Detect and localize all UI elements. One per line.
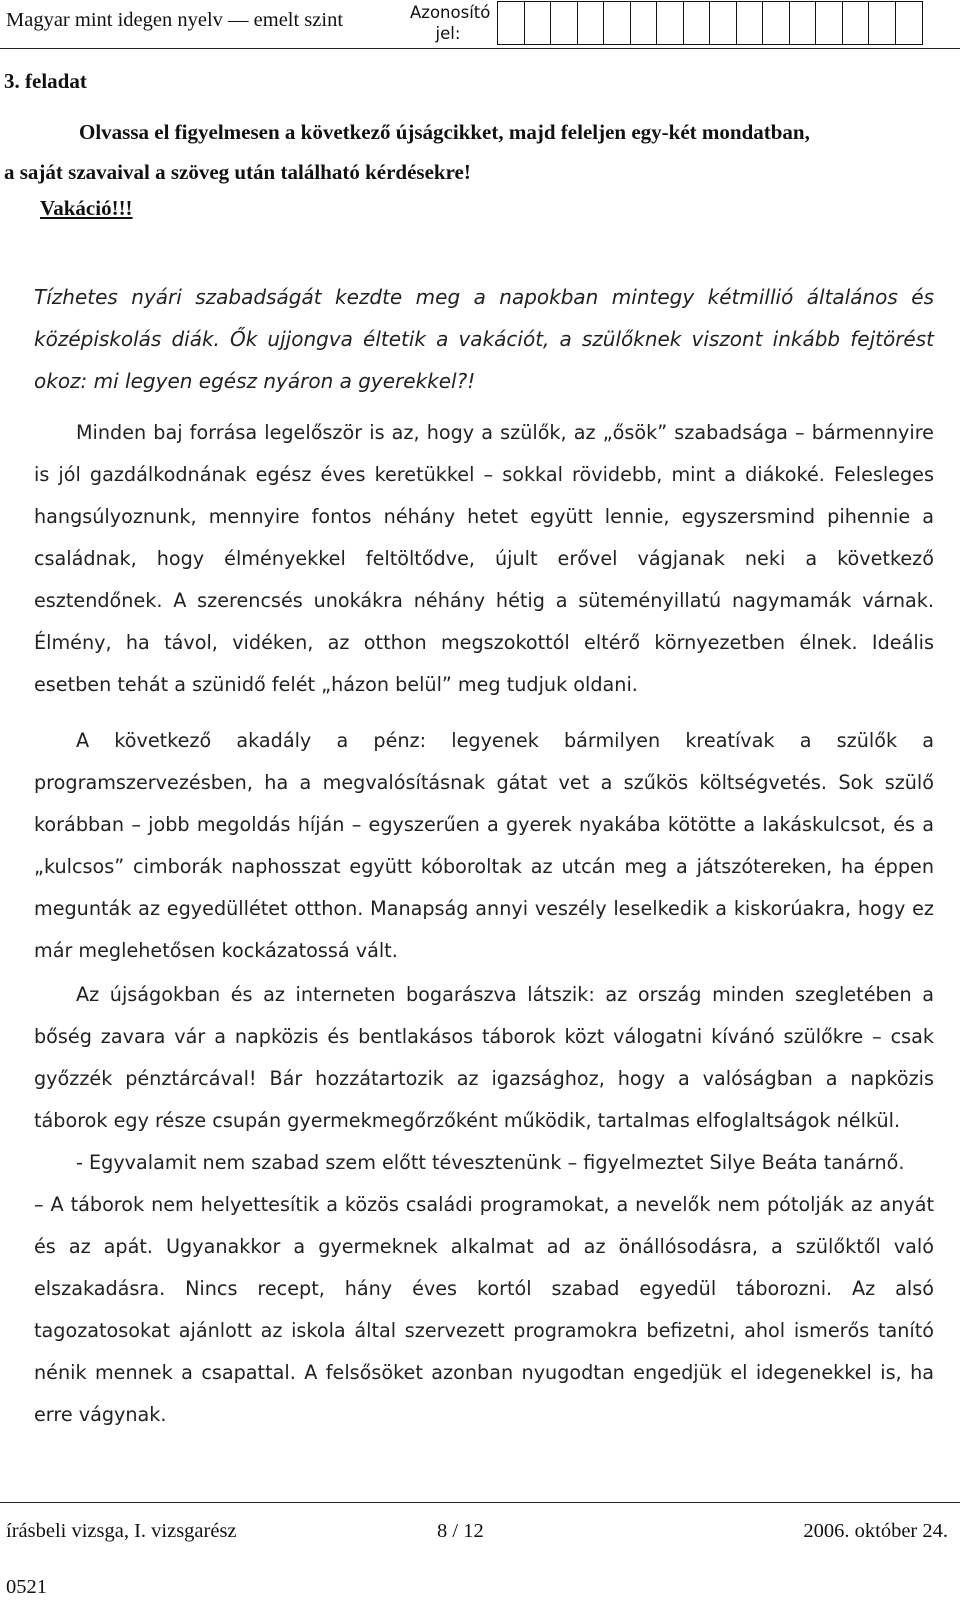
page-header	[0, 0, 960, 50]
article-paragraph-2: A következő akadály a pénz: legyenek bármilyen kreatívak a szülők a programszervezésben, ha a megvalósításnak gátat vet a szűkös költségvetés. Sok szülő korábban – jobb megoldás híján – egyszerűen a gyerek nyakába kötötte a lakáskulcsot, és a „kulcsos” cimborák naphosszat együtt kóboroltak az utcán meg a játszótereken, ha éppen megunták az egyedüllétet otthon. Manapság annyi veszély leselkedik a kiskorúakra, hogy ez már meglehetősen kockázatossá vált.	[34, 729, 934, 962]
id-label-line2: jel:	[435, 24, 461, 43]
id-box	[656, 1, 684, 45]
task-number: 3. feladat	[4, 69, 87, 93]
article-paragraph-1: Minden baj forrása legelőször is az, hogy a szülők, az „ősök” szabadsága – bármennyire is jól gazdálkodnának egész éves keretükkel – sokkal rövidebb, mint a diákoké. Felesleges hangsúlyoznunk, mennyire fontos néhány hetet együtt lennie, egyszersmind pihennie a családnak, hogy élményekkel feltöltődve, újult erővel vágjanak neki a következő esztendőnek. A szerencsés unokákra néhány hétig a süteményillatú nagymamák várnak. Élmény, ha távol, vidéken, az otthon megszokottól eltérő környezetben élnek. Ideális esetben tehát a szünidő felét „házon belül” meg tudjuk oldani.	[34, 421, 934, 696]
article-lead: Tízhetes nyári szabadságát kezdte meg a napokban mintegy kétmillió általános és középiskolás diák. Ők ujjongva éltetik a vakációt, a szülőknek viszont inkább fejtörést okoz: mi legyen egész nyáron a gyerekkel?!	[34, 285, 934, 393]
id-box	[895, 1, 923, 45]
id-box	[789, 1, 817, 45]
id-box	[577, 1, 605, 45]
exam-code: 0521	[6, 1576, 47, 1598]
id-label	[410, 2, 491, 44]
article-paragraph-3: Az újságokban és az interneten bogarászva látszik: az ország minden szegletében a bőség zavara vár a napközis és bentlakásos táborok közt válogatni kívánó szülőkre – csak győzzék pénztárcával! Bár hozzátartozik az igazsághoz, hogy a valóságban a napközis táborok egy része csupán gyermekmegőrzőként működik, tartalmas elfoglaltságok nélkül.	[34, 983, 934, 1132]
page-number: 8 / 12	[437, 1520, 484, 1542]
article-title: Vakáció!!!	[40, 196, 133, 220]
id-box	[550, 1, 578, 45]
footer-exam-part: írásbeli vizsga, I. vizsgarész	[6, 1520, 237, 1542]
id-box	[603, 1, 631, 45]
article-paragraph-4: - Egyvalamit nem szabad szem előtt tévesztenünk – figyelmeztet Silye Beáta tanárnő.	[76, 1151, 905, 1174]
article-paragraph-5: – A táborok nem helyettesítik a közös családi programokat, a nevelők nem pótolják az anyát és az apát. Ugyanakkor a gyermeknek alkalmat ad az önállósodásra, a szülőktől való elszakadásra. Nincs recept, hány éves kortól szabad egyedül táborozni. Az alsó tagozatosokat ajánlott az iskola által szervezett programokra befizetni, ahol ismerős tanító nénik mennek a csapattal. A felsősöket azonban nyugodtan engedjük el idegenekkel is, ha erre vágynak.	[34, 1193, 934, 1426]
id-box	[630, 1, 658, 45]
id-label-line1: Azonosító	[410, 3, 491, 22]
exam-date: 2006. október 24.	[803, 1520, 948, 1542]
instruction-line-2: a saját szavaival a szöveg után található kérdésekre!	[4, 160, 471, 184]
footer-divider	[0, 1502, 960, 1503]
id-box	[683, 1, 711, 45]
id-box	[709, 1, 737, 45]
id-box	[736, 1, 764, 45]
id-box	[868, 1, 896, 45]
id-box	[815, 1, 843, 45]
id-box	[497, 1, 525, 45]
header-divider	[0, 48, 960, 49]
exam-title: Magyar mint idegen nyelv — emelt szint	[6, 9, 344, 31]
task-instruction	[4, 112, 936, 192]
id-box	[762, 1, 790, 45]
id-boxes	[497, 1, 921, 45]
instruction-line-1: Olvassa el figyelmesen a következő újságcikket, majd feleljen egy-két mondatban,	[79, 120, 810, 144]
id-box	[524, 1, 552, 45]
id-box	[842, 1, 870, 45]
